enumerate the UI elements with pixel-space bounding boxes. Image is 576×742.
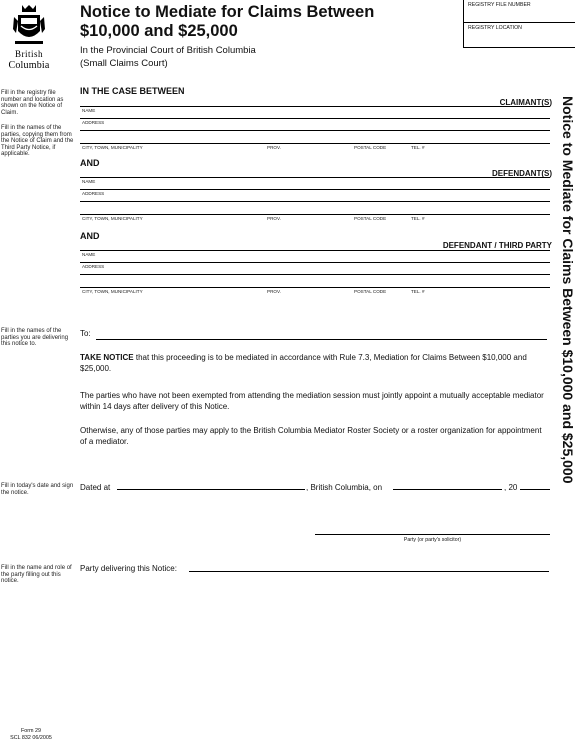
- bc-coat-of-arms-icon: [12, 3, 46, 49]
- role-claimant: CLAIMANT(S): [499, 98, 552, 107]
- instruction-name-role: Fill in the name and role of the party filling out this notice.: [1, 565, 72, 585]
- take-notice-paragraph: [80, 352, 550, 374]
- defendant-address-field[interactable]: [80, 201, 550, 202]
- take-notice-text: that this proceeding is to be mediated in accordance with Rule 7.3, Mediation for Claims Between $10,000 and $25,000.: [80, 353, 527, 373]
- instruction-date-sign: Fill in today's date and sign the notice.: [1, 483, 74, 496]
- to-label: To:: [80, 329, 91, 338]
- third-party-prov-label: PROV.: [267, 289, 281, 294]
- year-field[interactable]: [520, 489, 550, 490]
- claimant-prov-label: PROV.: [267, 145, 281, 150]
- third-party-address-label: ADDRESS: [82, 264, 105, 269]
- claimant-address-field[interactable]: [80, 130, 550, 131]
- third-party-city-field[interactable]: [80, 287, 550, 288]
- dated-at-field[interactable]: [117, 489, 305, 490]
- claimant-name-label: NAME: [82, 108, 96, 113]
- claimant-city-field[interactable]: [80, 143, 550, 144]
- defendant-postal-label: POSTAL CODE: [354, 216, 387, 221]
- take-notice-bold: TAKE NOTICE: [80, 353, 134, 362]
- bc-on-label: , British Columbia, on: [306, 483, 383, 492]
- form-number: Form 29: [20, 728, 42, 734]
- defendant-city-field[interactable]: [80, 214, 550, 215]
- and-label-1: AND: [80, 158, 100, 168]
- claimant-city-label: CITY, TOWN, MUNICIPALITY: [82, 145, 143, 150]
- roster-paragraph: Otherwise, any of those parties may apply to the British Columbia Mediator Roster Society or a roster organization for appointment of a mediator.: [80, 426, 542, 446]
- year-prefix-label: , 20: [504, 483, 518, 492]
- third-party-tel-label: TEL. #: [411, 289, 425, 294]
- defendant-name-field[interactable]: [80, 189, 550, 190]
- party-delivering-field[interactable]: [189, 571, 549, 572]
- third-party-name-field[interactable]: [80, 262, 550, 263]
- dated-at-label: Dated at: [80, 483, 111, 492]
- form-title: Notice to Mediate for Claims Between $10,000 and $25,000: [80, 3, 375, 40]
- defendant-name-label: NAME: [82, 179, 96, 184]
- registry-box: [463, 0, 575, 48]
- claimant-address-label: ADDRESS: [82, 120, 105, 125]
- registry-file-number-label: REGISTRY FILE NUMBER: [468, 2, 531, 8]
- vertical-side-title: Notice to Mediate for Claims Between $10,000 and $25,000: [560, 96, 576, 484]
- case-heading: IN THE CASE BETWEEN: [80, 86, 185, 96]
- third-party-address-field[interactable]: [80, 274, 550, 275]
- defendant-city-label: CITY, TOWN, MUNICIPALITY: [82, 216, 143, 221]
- claimant-tel-label: TEL. #: [411, 145, 425, 150]
- claimant-postal-label: POSTAL CODE: [354, 145, 387, 150]
- and-label-2: AND: [80, 231, 100, 241]
- party-delivering-label: Party delivering this Notice:: [80, 564, 177, 573]
- to-field[interactable]: [96, 339, 547, 340]
- role-defendant: DEFENDANT(S): [492, 169, 552, 178]
- third-party-name-label: NAME: [82, 252, 96, 257]
- signature-field[interactable]: [315, 534, 550, 535]
- claimant-name-field[interactable]: [80, 118, 550, 119]
- instruction-parties: Fill in the names of the parties, copying them from the Notice of Claim and the Third Party Notice, if applicable.: [1, 125, 74, 158]
- third-party-city-label: CITY, TOWN, MUNICIPALITY: [82, 289, 143, 294]
- defendant-address-label: ADDRESS: [82, 191, 105, 196]
- form-code: SCL 832 06/2005: [10, 735, 52, 741]
- date-field[interactable]: [393, 489, 502, 490]
- logo-text-british: British: [14, 49, 43, 59]
- role-third-party: DEFENDANT / THIRD PARTY: [442, 241, 552, 250]
- registry-file-number-field[interactable]: [464, 0, 575, 23]
- signature-label: Party (or party's solicitor): [403, 537, 462, 543]
- third-party-postal-label: POSTAL CODE: [354, 289, 387, 294]
- court-name: In the Provincial Court of British Columbia: [80, 45, 256, 56]
- appoint-mediator-paragraph: The parties who have not been exempted from attending the mediation session must jointly appoint a mutually acceptable mediator within 14 days after delivery of this Notice.: [80, 391, 544, 411]
- instruction-delivered-to: Fill in the names of the parties you are delivering this notice to.: [1, 328, 69, 348]
- registry-location-label: REGISTRY LOCATION: [468, 25, 522, 31]
- logo-text-columbia: Columbia: [8, 60, 50, 71]
- defendant-tel-label: TEL. #: [411, 216, 425, 221]
- court-division: (Small Claims Court): [80, 58, 168, 69]
- registry-location-field[interactable]: [464, 23, 575, 46]
- instruction-registry: Fill in the registry file number and location as shown on the Notice of Claim.: [1, 90, 64, 116]
- defendant-prov-label: PROV.: [267, 216, 281, 221]
